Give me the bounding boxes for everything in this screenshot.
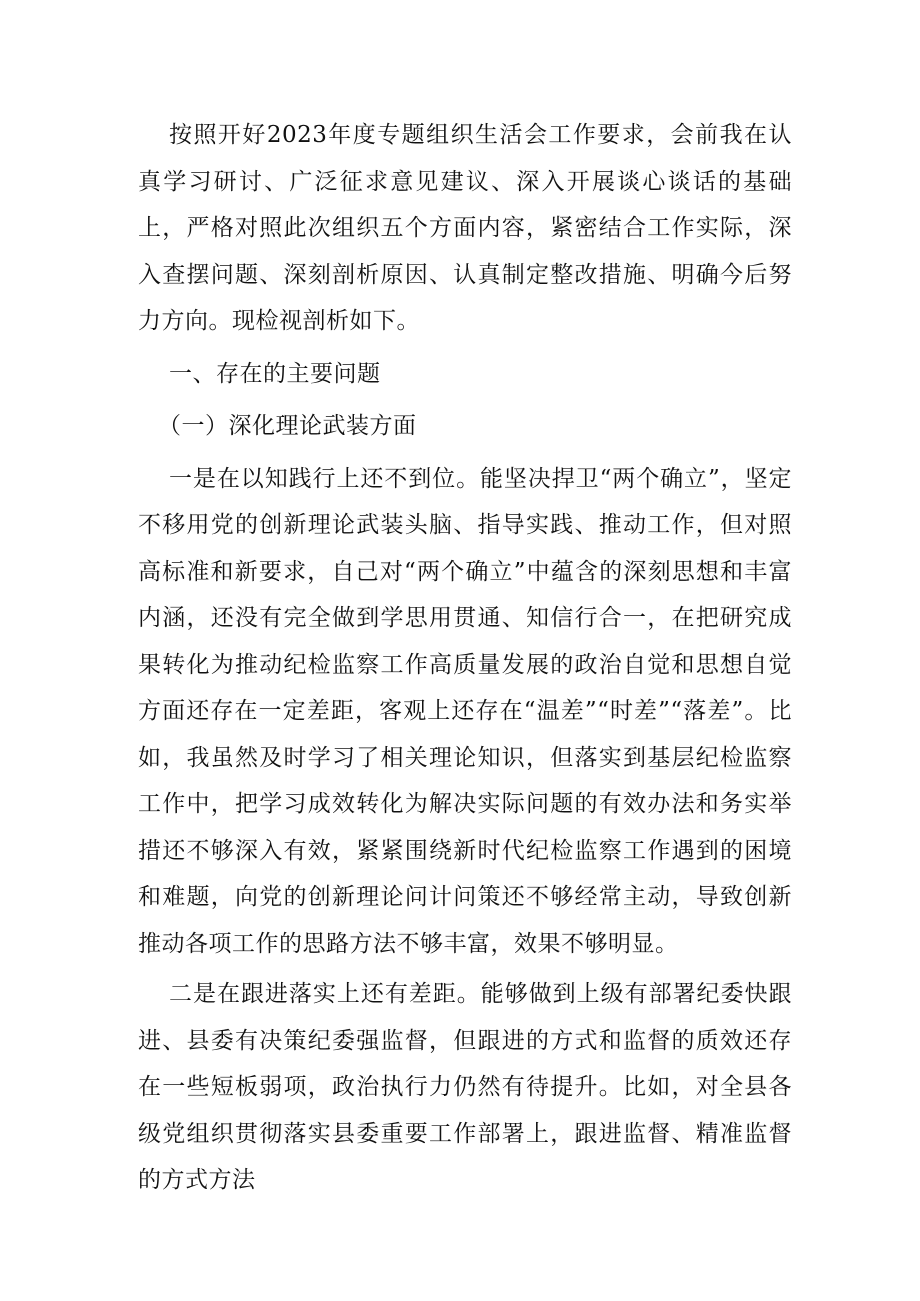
intro-paragraph: 按照开好2023年度专题组织生活会工作要求，会前我在认真学习研讨、广泛征求意见建议、深入开展谈心谈话的基础上，严格对照此次组织五个方面内容，紧密结合工作实际，深入查摆问题、深刻剖析原因、认真制定整改措施、明确今后努力方向。现检视剖析如下。: [138, 122, 792, 334]
subsection-heading: （一）深化理论武装方面: [158, 413, 417, 439]
point-one-paragraph: 一是在以知践行上还不到位。能坚决捍卫“两个确立”，坚定不移用党的创新理论武装头脑、指导实践、推动工作，但对照高标准和新要求，自己对“两个确立”中蕴含的深刻思想和丰富内涵，还没有完全做到学思用贯通、知信行合一，在把研究成果转化为推动纪检监察工作高质量发展的政治自觉和思想自觉方面还存在一定差距，客观上还存在“温差”“时差”“落差”。比如，我虽然及时学习了相关理论知识，但落实到基层纪检监察工作中，把学习成效转化为解决实际问题的有效办法和务实举措还不够深入有效，紧紧围绕新时代纪检监察工作遇到的困境和难题，向党的创新理论问计问策还不够经常主动，导致创新推动各项工作的思路方法不够丰富，效果不够明显。: [138, 465, 792, 957]
document-body: [138, 112, 792, 1204]
section-heading: 一、存在的主要问题: [169, 360, 381, 387]
point-two-paragraph: 二是在跟进落实上还有差距。能够做到上级有部署纪委快跟进、县委有决策纪委强监督，但跟进的方式和监督的质效还存在一些短板弱项，政治执行力仍然有待提升。比如，对全县各级党组织贯彻落实县委重要工作部署上，跟进监督、精准监督的方式方法: [138, 981, 792, 1193]
